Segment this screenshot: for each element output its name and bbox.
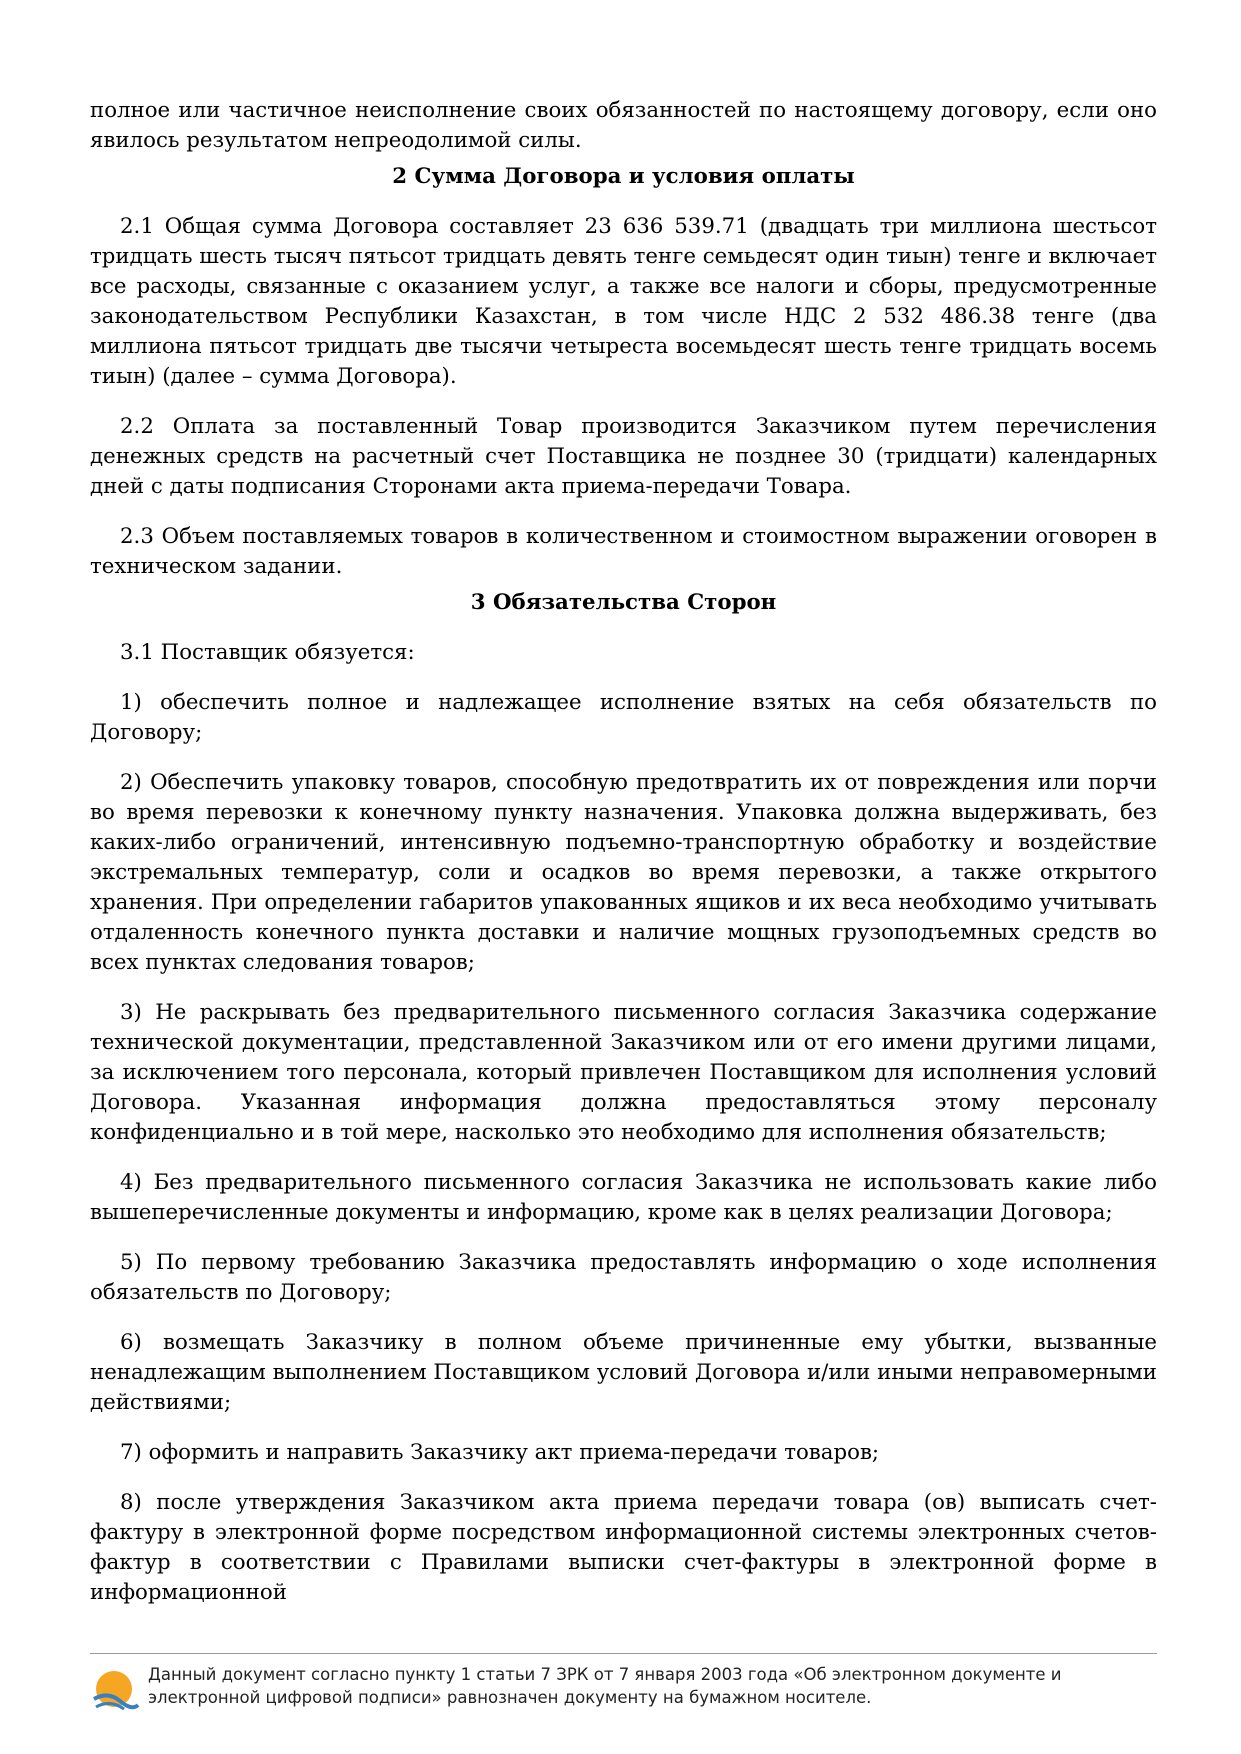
obligation-item-3: 3) Не раскрывать без предварительного письменного согласия Заказчика содержание технической документации, представленной Заказчиком или от его имени другими лицами, за исключением того персонала, который привлечен Поставщиком для исполнения условий Договора. Указанная информация должна предоставляться этому персоналу конфиденциально и в той мере, насколько это необходимо для исполнения обязательств; (90, 1000, 1157, 1145)
obligation-item-6: 6) возмещать Заказчику в полном объеме причиненные ему убытки, вызванные ненадлежащим выполнением Поставщиком условий Договора и/или иными неправомерными действиями; (90, 1330, 1157, 1415)
clause-2-1: 2.1 Общая сумма Договора составляет 23 636 539.71 (двадцать три миллиона шестьсот тридцать шесть тысяч пятьсот тридцать девять тенге семьдесят один тиын) тенге и включает все расходы, связанные с оказанием услуг, а также все налоги и сборы, предусмотренные законодательством Республики Казахстан, в том числе НДС 2 532 486.38 тенге (два миллиона пятьсот тридцать две тысячи четыреста восемьдесят шесть тенге тридцать восемь тиын) (далее – сумма Договора). (90, 214, 1157, 389)
obligation-item-7: 7) оформить и направить Заказчику акт приема-передачи товаров; (120, 1440, 880, 1465)
section-3-title: 3 Обязательства Сторон (470, 590, 777, 615)
clause-2-2: 2.2 Оплата за поставленный Товар производится Заказчиком путем перечисления денежных средств на расчетный счет Поставщика не позднее 30 (тридцати) календарных дней с даты подписания Сторонами акта приема-передачи Товара. (90, 414, 1157, 499)
obligation-item-4: 4) Без предварительного письменного согласия Заказчика не использовать какие либо вышеперечисленные документы и информацию, кроме как в целях реализации Договора; (90, 1170, 1157, 1225)
e-document-logo-icon (90, 1665, 140, 1715)
clause-3-1: 3.1 Поставщик обязуется: (120, 640, 415, 665)
obligation-item-8: 8) после утверждения Заказчиком акта приема передачи товара (ов) выписать счет-фактуру в электронной форме посредством информационной системы электронных счетов-фактур в соответствии с Правилами выписки счет-фактуры в электронной форме в информационной (90, 1490, 1157, 1605)
intro-continuation: полное или частичное неисполнение своих обязанностей по настоящему договору, если оно явилось результатом непреодолимой силы. (90, 98, 1157, 153)
obligation-item-2: 2) Обеспечить упаковку товаров, способную предотвратить их от повреждения или порчи во время перевозки к конечному пункту назначения. Упаковка должна выдерживать, без каких-либо ограничений, интенсивную подъемно-транспортную обработку и воздействие экстремальных температур, соли и осадков во время перевозки, а также открытого хранения. При определении габаритов упакованных ящиков и их веса необходимо учитывать отдаленность конечного пункта доставки и наличие мощных грузоподъемных средств во всех пунктах следования товаров; (90, 770, 1157, 975)
obligation-item-1: 1) обеспечить полное и надлежащее исполнение взятых на себя обязательств по Договору; (90, 690, 1157, 745)
clause-2-3: 2.3 Объем поставляемых товаров в количественном и стоимостном выражении оговорен в техническом задании. (90, 524, 1157, 579)
section-2-title: 2 Сумма Договора и условия оплаты (392, 164, 855, 189)
legal-notice: Данный документ согласно пункту 1 статьи 7 ЗРК от 7 января 2003 года «Об электронном документе и электронной цифровой подписи» равнозначен документу на бумажном носителе. (148, 1665, 1062, 1707)
obligation-item-5: 5) По первому требованию Заказчика предоставлять информацию о ходе исполнения обязательств по Договору; (90, 1250, 1157, 1305)
document-footer (90, 1653, 1157, 1715)
document-page (90, 96, 1157, 1628)
